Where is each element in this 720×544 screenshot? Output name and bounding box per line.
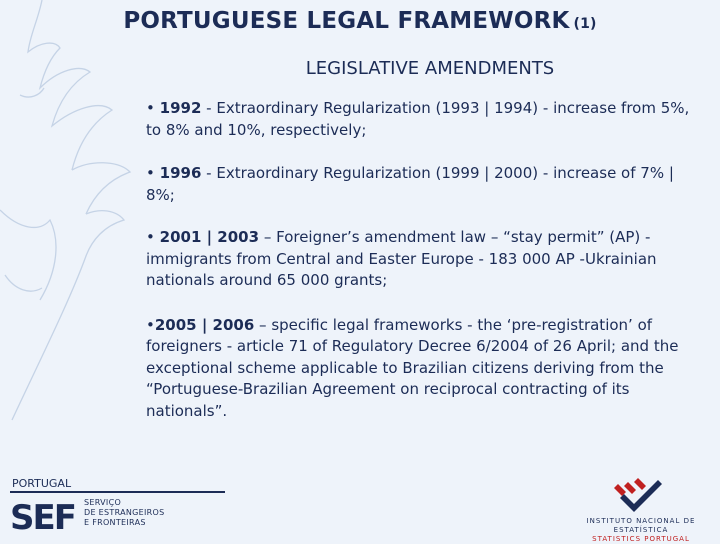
bullet-text: – Foreigner’s amendment law – “stay permit” (AP) - immigrants from Central and Easter Europe - 183 000 AP -Ukrainian nationals around 65 000 grants;: [146, 228, 657, 289]
sef-line: E FRONTEIRAS: [84, 518, 146, 527]
sef-name: [84, 498, 165, 528]
bullet-text: - Extraordinary Regularization (1999 | 2000) - increase of 7% | 8%;: [146, 164, 674, 204]
sef-line: DE ESTRANGEIROS: [84, 508, 165, 517]
footer-country-label: PORTUGAL: [12, 477, 72, 490]
bullet-marker: •: [146, 99, 155, 117]
ine-logo-icon: [612, 478, 666, 516]
bullet-item: [146, 227, 706, 292]
bullet-year: 2005 | 2006: [154, 315, 255, 334]
title-text: PORTUGUESE LEGAL FRAMEWORK: [123, 8, 570, 34]
page-subtitle: LEGISLATIVE AMENDMENTS: [305, 58, 555, 79]
ine-line: INSTITUTO NACIONAL DE ESTATÍSTICA: [586, 517, 696, 534]
bullet-marker: •: [146, 315, 155, 334]
bullet-year: 1992: [159, 99, 202, 117]
footer-divider: [10, 491, 225, 493]
bullet-marker: •: [146, 164, 155, 182]
sef-line: SERVIÇO: [84, 498, 122, 507]
bullet-item: [146, 163, 706, 206]
bullet-marker: •: [146, 228, 155, 246]
bullet-year: 2001 | 2003: [159, 228, 260, 246]
bullet-item: [146, 315, 706, 423]
page-title: [0, 8, 720, 34]
sef-logo-icon: [10, 497, 88, 535]
sef-logo-text: SEF: [10, 498, 75, 535]
bullet-text: - Extraordinary Regularization (1993 | 1994) - increase from 5%, to 8% and 10%, respectively;: [146, 99, 690, 139]
bullet-item: [146, 98, 706, 141]
ine-line: STATISTICS PORTUGAL: [592, 535, 690, 543]
title-number: (1): [573, 16, 597, 32]
bullet-text: – specific legal frameworks - the ‘pre-registration’ of foreigners - article 71 of Regulatory Decree 6/2004 of 26 April; and the exceptional scheme applicable to Brazilian citizens deriving from the “Portuguese-Brazilian Agreement on reciprocal contracting of its nationals”.: [146, 315, 679, 420]
bullet-list: [146, 98, 706, 444]
bullet-year: 1996: [159, 164, 202, 182]
